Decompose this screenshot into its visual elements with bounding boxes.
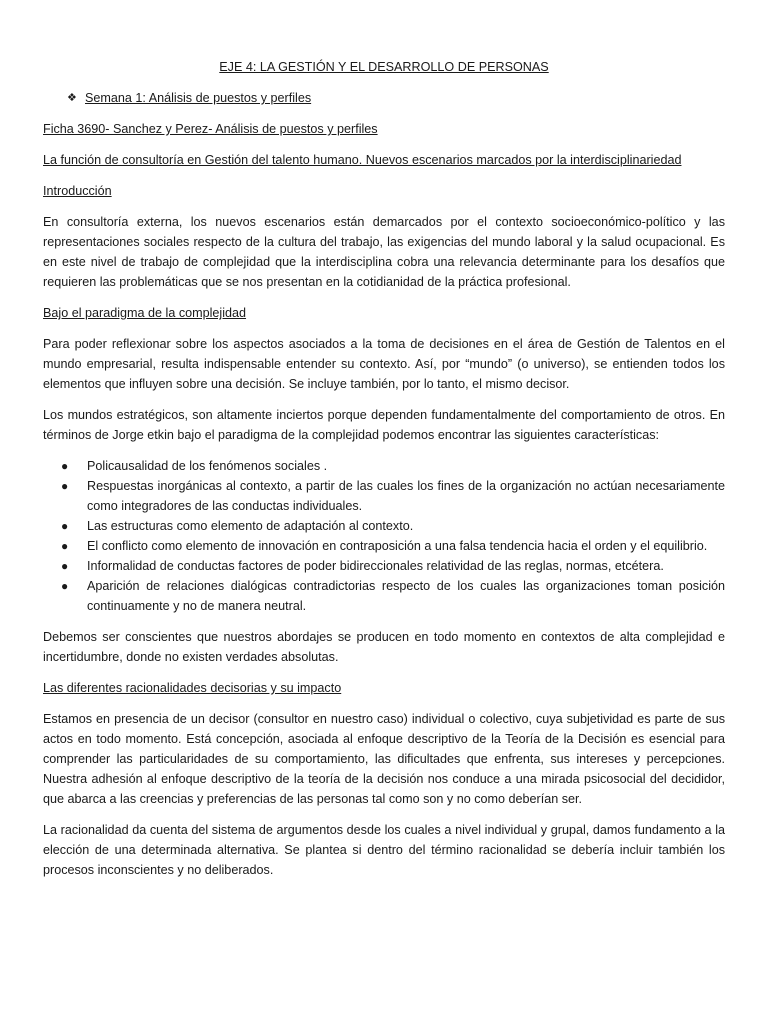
bullet-dot-icon: ●	[61, 479, 69, 493]
document-page	[43, 57, 725, 891]
list-item	[43, 576, 725, 616]
paradigm-paragraph: Para poder reflexionar sobre los aspectos asociados a la toma de decisiones en el área de Gestión de Talentos en el mundo empresarial, resulta indispensable entender su contexto. Así, por “mundo” (o universo), se entienden todos los elementos que influyen sobre una decisión. Se incluye también, por lo tanto, el mismo decisor.	[43, 337, 725, 391]
list-item-text: El conflicto como elemento de innovación en contraposición a una falsa tendencia hacia el orden y el equilibrio.	[87, 539, 708, 553]
list-item-text: Respuestas inorgánicas al contexto, a partir de las cuales los fines de la organización no actúan necesariamente como integradores de las conductas individuales.	[87, 479, 725, 513]
document-title: EJE 4: LA GESTIÓN Y EL DESARROLLO DE PERSONAS	[219, 60, 549, 74]
intro-paragraph: En consultoría externa, los nuevos escenarios están demarcados por el contexto socioeconómico-político y las representaciones sociales respecto de la cultura del trabajo, las exigencias del mundo laboral y la salud ocupacional. Es en este nivel de trabajo de complejidad que la interdisciplina cobra una relevancia determinante para los desafíos que requieren las problemáticas que se nos presentan en la cotidianidad de la práctica profesional.	[43, 215, 725, 289]
list-item-text: Aparición de relaciones dialógicas contradictorias respecto de los cuales las organizaciones toman posición continuamente y no de manera neutral.	[87, 579, 725, 613]
week-heading	[67, 88, 725, 108]
list-item-text: Policausalidad de los fenómenos sociales .	[87, 459, 328, 473]
list-item-text: Las estructuras como elemento de adaptación al contexto.	[87, 519, 414, 533]
paradigm-heading: Bajo el paradigma de la complejidad	[43, 306, 247, 320]
rationalities-heading: Las diferentes racionalidades decisorias y su impacto	[43, 681, 342, 695]
list-item	[43, 456, 725, 476]
bullet-dot-icon: ●	[61, 559, 69, 573]
week-heading-text: Semana 1: Análisis de puestos y perfiles	[85, 91, 312, 105]
list-item	[43, 556, 725, 576]
awareness-paragraph: Debemos ser conscientes que nuestros abordajes se producen en todo momento en contextos de alta complejidad e incertidumbre, donde no existen verdades absolutas.	[43, 630, 725, 664]
list-item	[43, 536, 725, 556]
rationality-paragraph: La racionalidad da cuenta del sistema de argumentos desde los cuales a nivel individual y grupal, damos fundamento a la elección de una determinada alternativa. Se plantea si dentro del término racionalidad se debería incluir también los procesos inconscientes y no deliberados.	[43, 823, 725, 877]
list-item	[43, 516, 725, 536]
decisor-paragraph: Estamos en presencia de un decisor (consultor en nuestro caso) individual o colectivo, cuya subjetividad es parte de sus actos en todo momento. Está concepción, asociada al enfoque descriptivo de la Teoría de la Decisión es esencial para comprender las particularidades de su comportamiento, las dificultades que enfrenta, sus intereses y percepciones. Nuestra adhesión al enfoque descriptivo de la teoría de la decisión nos conduce a una mirada psicosocial del decididor, que abarca a las creencias y preferencias de las personas tal como son y no como deberían ser.	[43, 712, 725, 806]
characteristics-list	[43, 456, 725, 616]
bullet-dot-icon: ●	[61, 459, 69, 473]
bullet-dot-icon: ●	[61, 579, 69, 593]
list-item	[43, 476, 725, 516]
ficha-heading: Ficha 3690- Sanchez y Perez- Análisis de puestos y perfiles	[43, 122, 378, 136]
list-item-text: Informalidad de conductas factores de poder bidireccionales relatividad de las reglas, normas, etcétera.	[87, 559, 664, 573]
worlds-paragraph: Los mundos estratégicos, son altamente inciertos porque dependen fundamentalmente del comportamiento de otros. En términos de Jorge etkin bajo el paradigma de la complejidad podemos encontrar las siguientes características:	[43, 408, 725, 442]
subtitle-heading: La función de consultoría en Gestión del talento humano. Nuevos escenarios marcados por la interdisciplinariedad	[43, 153, 682, 167]
intro-heading: Introducción	[43, 184, 112, 198]
bullet-dot-icon: ●	[61, 539, 69, 553]
bullet-dot-icon: ●	[61, 519, 69, 533]
diamond-bullet-icon: ❖	[67, 92, 77, 104]
